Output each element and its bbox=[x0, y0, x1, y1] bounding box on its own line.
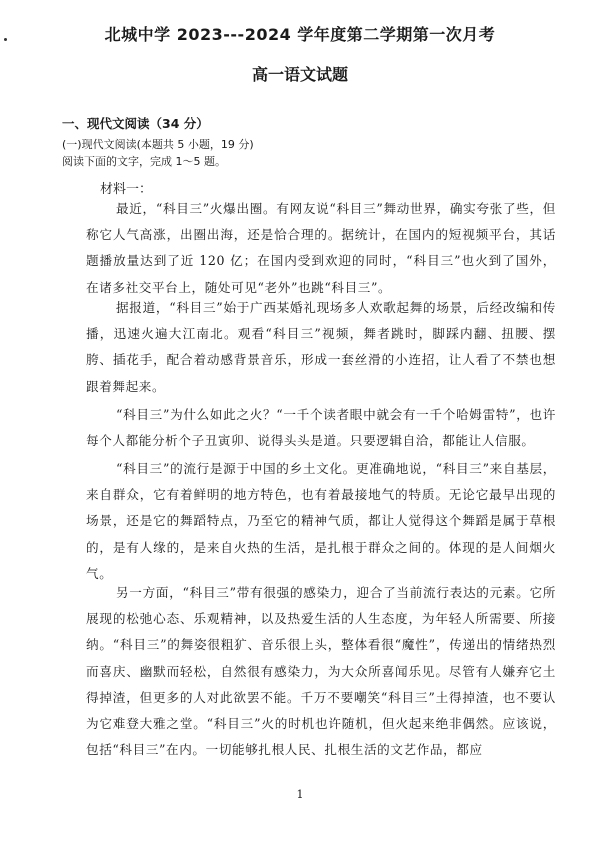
paragraph-1: 最近，“科目三”火爆出圈。有网友说“科目三”舞动世界，确实夸张了些，但称它人气高涨，出圈出海，还是恰合理的。据统计，在国内的短视频平台，其话题播放量达到了近 120 亿；在国内受到欢迎的同时，“科目三”也火到了国外，在诸多社交平台上，随处可见“老外”也跳“科目三”。 bbox=[86, 201, 556, 295]
paragraph-2: 据报道，“科目三”始于广西某婚礼现场多人欢歌起舞的场景，后经改编和传播，迅速火遍大江南北。观看“科目三”视频，舞者跳时，脚踩内翻、扭腰、摆胯、插花手，配合着动感背景音乐，形成一套丝滑的小连招，让人看了不禁也想跟着舞起来。 bbox=[86, 300, 556, 394]
subject-title: 高一语文试题 bbox=[251, 65, 348, 84]
material-label: 材料一： bbox=[100, 182, 153, 197]
section-subheading: (一)现代文阅读(本题共 5 小题，19 分) bbox=[62, 138, 254, 151]
page-number: 1 bbox=[296, 788, 304, 801]
section-heading: 一、现代文阅读（34 分） bbox=[62, 116, 209, 131]
paragraph-5: 另一方面，“科目三”带有很强的感染力，迎合了当前流行表达的元素。它所展现的松弛心态、乐观精神，以及热爱生活的人生态度，为年轻人所需要、所接纳。“科目三”的舞姿很粗犷、音乐很上头，整体看很“魔性”，传递出的情绪热烈而喜庆、幽默而轻松，自然很有感染力，为大众所喜闻乐见。尽管有人嫌弃它土得掉渣，但更多的人对此欲罢不能。千万不要嘲笑“科目三”土得掉渣，也不要认为它难登大雅之堂。“科目三”火的时机也许随机，但火起来绝非偶然。应该说，包括“科目三”在内。一切能够扎根人民、扎根生活的文艺作品，都应 bbox=[86, 585, 556, 758]
exam-title: 北城中学 2023---2024 学年度第二学期第一次月考 bbox=[104, 25, 496, 44]
section-instruction: 阅读下面的文字，完成 1～5 题。 bbox=[62, 155, 226, 168]
paragraph-4: “科目三”的流行是源于中国的乡土文化。更准确地说，“科目三”来自基层，来自群众，它有着鲜明的地方特色，也有着最接地气的特质。无论它最早出现的场景，还是它的舞蹈特点，乃至它的精神气质，都让人觉得这个舞蹈是属于草根的，是有人缘的，是来自火热的生活，是扎根于群众之间的。体现的是人间烟火气。 bbox=[86, 461, 556, 581]
paragraph-3: “科目三”为什么如此之火？“一千个读者眼中就会有一千个哈姆雷特”，也许每个人都能分析个子丑寅卯、说得头头是道。只要逻辑自洽，都能让人信服。 bbox=[86, 407, 556, 449]
